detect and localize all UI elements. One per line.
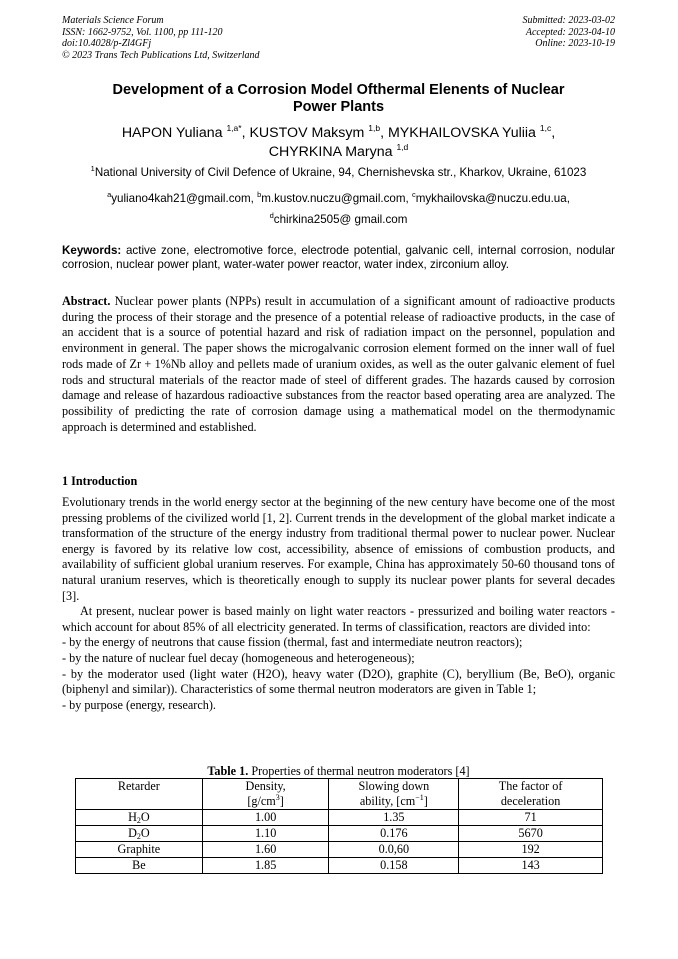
email-link[interactable]: yuliano4kah21@gmail.com,	[111, 192, 258, 205]
online-date: Online: 2023-10-19	[535, 38, 615, 50]
email-mark: a	[107, 190, 112, 199]
accepted-date: Accepted: 2023-04-10	[525, 26, 615, 38]
header-density-label: Density,	[245, 779, 286, 793]
author-list	[62, 124, 615, 162]
header-slowing-unit-exp: −1	[415, 793, 424, 802]
introduction-body	[62, 495, 615, 713]
intro-list-item: - by the moderator used (light water (H2O), heavy water (D2O), graphite (C), beryllium (Be, BeO), organic (biphenyl and similar)). Characteristics of some thermal neutron moderators are given in Table 1;	[62, 666, 615, 697]
table-header-row	[76, 779, 603, 810]
moderators-table	[75, 778, 603, 874]
email-link[interactable]: chirkina2505@ gmail.com	[273, 213, 408, 226]
authors-line-1	[62, 124, 615, 143]
table-caption-text: Properties of thermal neutron moderators [4]	[248, 764, 470, 778]
header-density-unit-close: ]	[279, 794, 284, 808]
cell-factor: 71	[459, 810, 603, 826]
author-separator: ,	[551, 125, 556, 141]
table-row	[76, 810, 603, 826]
header-density-unit-exp: 3	[275, 793, 280, 802]
author-name: HAPON Yuliana	[121, 125, 227, 141]
author-affil-mark: 1,c	[539, 123, 552, 133]
intro-paragraph-1: Evolutionary trends in the world energy sector at the beginning of the new century have become one of the most pressing problems of the civilized world [1, 2]. Current trends in the development of the global market indicate a transformation of the structure of the energy industry from traditional thermal power to nuclear power. Nuclear energy is favored by its relative low cost, accessibility, absence of emissions of combustion products, and availability of sufficient global uranium reserves. For example, China has approximately 50-60 thousand tons of natural uranium reserves, which is theoretically enough to supply its nuclear power plants for several decades [3].	[62, 495, 615, 603]
cell-retarder	[76, 826, 203, 842]
cell-slowing: 0.158	[329, 858, 459, 874]
cell-retarder	[76, 842, 203, 858]
header-retarder: Retarder	[76, 779, 203, 810]
header-factor-line-2: deceleration	[500, 794, 561, 808]
table-row	[76, 842, 603, 858]
keywords-block	[62, 244, 615, 273]
intro-list-item: - by the energy of neutrons that cause fission (thermal, fast and intermediate neutron reactors);	[62, 635, 523, 650]
email-mark: d	[269, 211, 274, 220]
retarder-suffix: O	[140, 826, 150, 840]
intro-list-item: - by the nature of nuclear fuel decay (homogeneous and heterogeneous);	[62, 650, 415, 665]
header-slowing-unit: ability, [cm	[359, 794, 416, 808]
affiliation-mark: 1	[90, 164, 95, 173]
author-affil-mark: 1,d	[396, 142, 409, 152]
header-slowing-unit-close: ]	[423, 794, 428, 808]
cell-retarder	[76, 858, 203, 874]
cell-factor: 143	[459, 858, 603, 874]
journal-copyright: © 2023 Trans Tech Publications Ltd, Switzerland	[62, 49, 260, 61]
email-link[interactable]: m.kustov.nuczu@gmail.com,	[261, 192, 412, 205]
author-emails	[62, 188, 615, 230]
retarder-subscript: 2	[136, 832, 141, 841]
retarder-subscript: 2	[136, 816, 141, 825]
emails-line-1	[62, 188, 615, 209]
table-row	[76, 826, 603, 842]
author-affil-mark: 1,b	[368, 123, 381, 133]
cell-slowing: 0.176	[329, 826, 459, 842]
retarder-suffix: O	[140, 810, 150, 824]
section-heading: 1 Introduction	[62, 474, 138, 488]
title-line-2: Power Plants	[292, 99, 385, 115]
cell-density: 1.10	[202, 826, 329, 842]
email-mark: c	[411, 190, 416, 199]
cell-slowing: 0.0,60	[329, 842, 459, 858]
affiliation	[62, 166, 615, 180]
author-name: KUSTOV Maksym	[249, 125, 369, 141]
keywords-label: Keywords:	[62, 244, 122, 257]
paper-title	[62, 82, 615, 116]
email-mark: b	[257, 190, 262, 199]
submitted-date: Submitted: 2023-03-02	[522, 15, 615, 26]
header-density-unit: [g/cm	[247, 794, 276, 808]
author-name: CHYRKINA Maryna	[268, 144, 397, 160]
header-slowing-label: Slowing down	[358, 779, 430, 793]
abstract-block	[62, 294, 615, 435]
affiliation-text: National University of Civil Defence of Ukraine, 94, Chernishevska str., Kharkov, Ukraine, 61023	[94, 166, 587, 179]
cell-density: 1.60	[202, 842, 329, 858]
table-caption	[62, 764, 615, 778]
header-slowing	[329, 779, 459, 810]
dates-header	[523, 15, 616, 50]
author-separator: ,	[241, 125, 250, 141]
header-factor	[459, 779, 603, 810]
retarder-name: H	[128, 810, 137, 824]
email-link[interactable]: mykhailovska@nuczu.edu.ua,	[415, 192, 570, 205]
cell-factor: 192	[459, 842, 603, 858]
header-factor-line-1: The factor of	[498, 779, 563, 793]
author-name: MYKHAILOVSKA Yuliia	[387, 125, 540, 141]
journal-header	[62, 15, 260, 61]
authors-line-2	[62, 143, 615, 162]
retarder-name: D	[128, 826, 137, 840]
journal-issn: ISSN: 1662-9752, Vol. 1100, pp 111-120	[62, 26, 223, 38]
author-separator: ,	[380, 125, 388, 141]
cell-density: 1.00	[202, 810, 329, 826]
retarder-name: Graphite	[117, 842, 161, 856]
journal-name: Materials Science Forum	[62, 15, 164, 26]
cell-density: 1.85	[202, 858, 329, 874]
table-caption-label: Table 1.	[207, 764, 249, 778]
title-line-1: Development of a Corrosion Model Ofthermal Elenents of Nuclear	[112, 82, 565, 98]
journal-doi: doi:10.4028/p-Zl4GFj	[62, 38, 152, 50]
intro-list-item: - by purpose (energy, research).	[62, 697, 216, 712]
cell-slowing: 1.35	[329, 810, 459, 826]
intro-paragraph-2: At present, nuclear power is based mainly on light water reactors - pressurized and boiling water reactors - which account for about 85% of all electricity generated. In terms of classification, reactors are divided into:	[62, 604, 615, 634]
abstract-text: Nuclear power plants (NPPs) result in accumulation of a significant amount of radioactive products during the process of their storage and the presence of a potential release of radioactive products, in the case of an accident that is a source of potential hazard and risk of radiation impact on the personnel, population and environment in general. The paper shows the microgalvanic corrosion element formed on the inner wall of fuel rods made of Zr + 1%Nb alloy and pellets made of uranium oxides, as well as the outer galvanic element of fuel rods and structural materials of the reactor made of steel of different grades. The hazards caused by corrosion damage and release of hazardous radioactive substances from the reactor based operating area are analyzed. The possibility of predicting the rate of corrosion damage using a mathematical model on the thermodynamic approach is determined and established.	[62, 294, 615, 434]
header-density	[202, 779, 329, 810]
emails-line-2	[62, 209, 615, 230]
retarder-name: Be	[132, 858, 146, 872]
table-row	[76, 858, 603, 874]
abstract-label: Abstract.	[62, 294, 111, 308]
author-affil-mark: 1,a*	[226, 123, 242, 133]
cell-retarder	[76, 810, 203, 826]
keywords-text: active zone, electromotive force, electrode potential, galvanic cell, internal corrosion, nodular corrosion, nuclear power plant, water-water power reactor, water index, zirconium alloy.	[62, 244, 615, 272]
cell-factor: 5670	[459, 826, 603, 842]
